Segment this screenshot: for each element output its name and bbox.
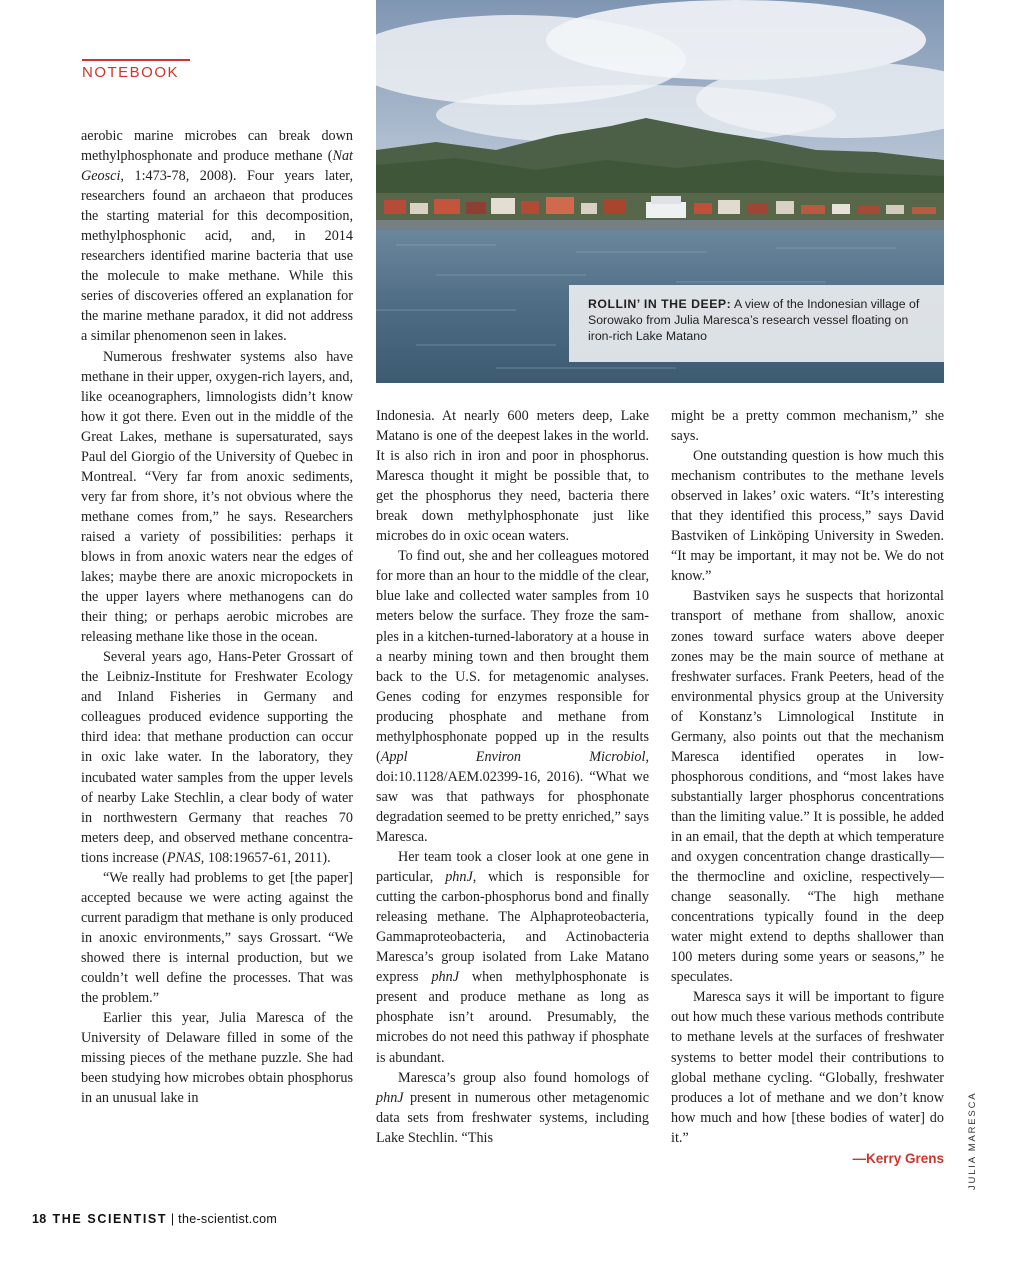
section-rule xyxy=(82,59,190,61)
article-column-3 xyxy=(671,406,944,1169)
paragraph: One outstanding question is how much this mechanism contributes to the methane levels observed in lakes’ oxic waters. “It’s interesting that they identified this process,” says David Bastviken of Linköping University in Sweden. “It may be important, it may not be. We do not know.” xyxy=(671,448,944,585)
footer-separator: | xyxy=(167,1212,179,1226)
section-label: NOTEBOOK xyxy=(82,64,180,81)
paragraph: Maresca’s group also found homologs of phnJ present in numerous other metagenomic data sets from freshwater systems, including Lake Stechlin. “This xyxy=(376,1069,649,1146)
paragraph: Her team took a closer look at one gene in particular, phnJ, which is responsible for cutting the carbon-phosphorus bond and finally releasing methane. The Alphaproteobacteria, Gammaproteobacteria, and Actinobacteria Maresca’s group isolated from Lake Matano express phnJ when methylphosphonate is present and produce methane as long as phosphate isn’t around. Presumably, the microbes do not need this pathway if phosphate is abundant. xyxy=(376,849,649,1066)
paragraph: “We really had problems to get [the paper] accepted because we were acting against the current paradigm that methane is only produced in anoxic environments,” says Grossart. “We showed there is internal production, but we couldn’t well define the processes. That was the problem.” xyxy=(81,869,353,1007)
page-number: 18 xyxy=(32,1212,47,1226)
magazine-name: THE SCIENTIST xyxy=(52,1212,168,1226)
article-column-1 xyxy=(81,126,353,1108)
caption-text: A view of the Indonesian village of Sorowako from Julia Maresca’s research vessel floating on iron-rich Lake Matano xyxy=(588,297,920,343)
paragraph: Several years ago, Hans-Peter Grossart of the Leibniz-Institute for Freshwater Ecology and Inland Fisheries in Germany and colleagues produced evidence supporting the third idea: that methane production can occur in oxic lake water. In the laboratory, they incubated water samples from the upper levels of nearby Lake Stechlin, a clear body of water in northwestern Germany that reaches 70 meters deep, and observed methane concentrations increase (PNAS, 108:19657-61, 2011). xyxy=(81,649,353,866)
author-byline: —Kerry Grens xyxy=(852,1150,944,1166)
paragraph: might be a pretty common mechanism,” she says. xyxy=(671,408,944,445)
paragraph: To find out, she and her colleagues motored for more than an hour to the middle of the clear, blue lake and collected water samples from 10 meters below the surface. They froze the samples in a kitchen-turned-laboratory at a house in a nearby mining town and then brought them back to the U.S. for metagenomic analyses. Genes coding for enzymes responsible for producing phosphate and methane from methylphosphonate popped up in the results (Appl Environ Microbiol, doi:10.1128/AEM.02399-16, 2016). “What we saw was that pathways for phosphonate degradation seemed to be pretty enriched,” says Maresca. xyxy=(376,548,649,845)
paragraph: Numerous freshwater systems also have methane in their upper, oxygen-rich layers, and, like oceanographers, limnologists didn’t know how it got there. Even out in the middle of the Great Lakes, methane is supersaturated, says Paul del Giorgio of the University of Quebec in Montreal. “Very far from anoxic sediments, very far from shore, it’s not obvious where the methane comes from,” he says. Researchers raised a variety of possibilities: perhaps it blows in from anoxic waters near the edges of lakes; maybe there are anoxic micropockets in the upper layers where methanogens can do their thing; or perhaps aerobic microbes are releasing methane like those in the ocean. xyxy=(81,348,353,646)
paragraph: Earlier this year, Julia Maresca of the University of Delaware filled in some of the missing pieces of the methane puzzle. She had been studying how microbes obtain phosphorus in an unusual lake in xyxy=(81,1010,353,1107)
article-column-2 xyxy=(376,406,649,1148)
footer-website-link[interactable]: the-scientist.com xyxy=(178,1212,278,1226)
paragraph: Maresca says it will be important to figure out how much these various methods contribute to methane levels at the surfaces of freshwater systems to better model their contributions to global methane cycling. “Globally, freshwater produces a lot of methane and we don’t know how much and how [these bodies of water] do it.” xyxy=(671,989,944,1146)
paragraph: aerobic marine microbes can break down methylphosphonate and produce methane (Nat Geosci, 1:473-78, 2008). Four years later, researchers found an archaeon that produces the starting material for this decomposition, methylphosphonic acid, and, in 2014 researchers identified marine bacteria that use the molecule to make methane. While this series of discoveries offered an explanation for the marine methane paradox, it did not address a similar phenomenon seen in lakes. xyxy=(81,128,353,345)
paragraph: Bastviken says he suspects that horizontal transport of methane from shallow, anoxic zones toward surface waters above deeper zones may be the main source of methane at freshwater surfaces. Frank Peeters, head of the environmental physics group at the University of Konstanz’s Limnological Institute in Germany, also points out that the mechanism Maresca identified operates in low-phosphorous conditions, and “most lakes have substantially larger phosphorus concentrations than the limiting value.” It is possible, he added in an email, that the depth at which temperature and oxygen concentration change drastically—the thermocline and oxicline, respectively—change seasonally. “The high methane concentrations typically found in the deep water might extend to depths shallower than 100 meters during some years or seasons,” he speculates. xyxy=(671,588,944,986)
caption-head: ROLLIN’ IN THE DEEP: xyxy=(588,297,732,311)
page-footer xyxy=(32,1212,277,1226)
paragraph: Indonesia. At nearly 600 meters deep, Lake Matano is one of the deepest lakes in the world. It is also rich in iron and poor in phosphorus. Maresca thought it might be possible that, to get the phosphorus they need, bacteria there break down methylphosphonate just like microbes do in oxic ocean waters. xyxy=(376,408,649,545)
photo-caption xyxy=(569,285,944,362)
village-houses xyxy=(376,193,944,221)
photo-credit: JULIA MARESCA xyxy=(967,1091,978,1190)
